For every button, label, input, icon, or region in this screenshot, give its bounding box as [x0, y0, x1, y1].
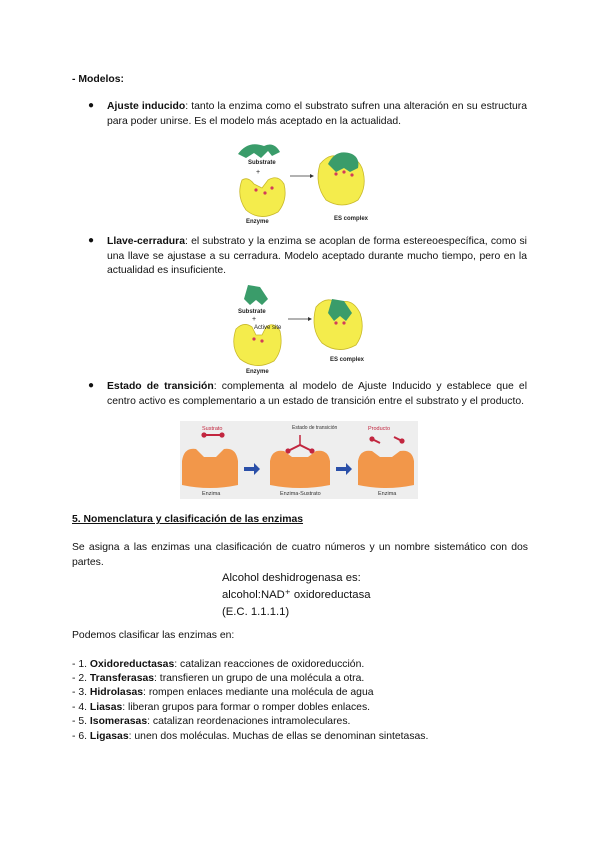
list-item	[72, 715, 350, 730]
plus-sign: +	[256, 169, 261, 176]
complex-label: Enzima-Sustrato	[280, 491, 321, 497]
substrate-shape	[244, 285, 268, 305]
substrate-label: Sustrato	[202, 426, 223, 432]
induced-fit-figure	[228, 138, 388, 228]
list-prefix: - 3.	[72, 687, 90, 698]
model-text: : tanto la enzima como el substrato sufren una alteración en su estructura para poder unirse. Es el modelo más aceptado en la actualidad.	[107, 101, 527, 127]
list-item	[72, 701, 370, 716]
example-line-2: alcohol:NAD⁺ oxidoreductasa	[222, 589, 371, 601]
list-item	[72, 730, 428, 745]
classify-intro: Podemos clasificar las enzimas en:	[72, 630, 235, 641]
transition-state-figure	[180, 421, 418, 499]
model-item-induced-fit	[107, 100, 527, 129]
model-item-transition-state	[107, 380, 527, 409]
plus-sign: +	[252, 316, 257, 323]
model-title: Estado de transición	[107, 381, 214, 392]
substrate-shape	[238, 144, 280, 158]
bullet: ●	[88, 380, 95, 391]
class-name: Isomerasas	[89, 716, 148, 727]
list-prefix: - 2.	[72, 673, 90, 684]
list-item	[72, 672, 364, 687]
enzyme-label-1: Enzima	[202, 491, 221, 497]
class-name: Liasas	[89, 702, 123, 713]
enzyme-label-2: Enzima	[378, 491, 397, 497]
example-line-1: Alcohol deshidrogenasa es:	[222, 572, 361, 584]
class-desc: : liberan grupos para formar o romper dobles enlaces.	[122, 702, 371, 713]
class-name: Hidrolasas	[89, 687, 144, 698]
lock-key-figure	[226, 283, 386, 375]
model-text: : el substrato y la enzima se acoplan de forma estereoespecífica, como si una llave se ajustase a su cerradura. Modelo aceptado durante mucho tiempo, pero en la actualidad es insuficiente.	[107, 236, 527, 276]
substrate-label: Substrate	[238, 309, 266, 315]
model-title: Ajuste inducido	[107, 101, 186, 112]
enzyme-label: Enzyme	[246, 369, 269, 375]
class-name: Oxidoreductasas	[89, 659, 175, 670]
complex-label: ES complex	[334, 216, 369, 222]
class-name: Ligasas	[89, 731, 129, 742]
complex-label: ES complex	[330, 357, 365, 363]
example-line-3: (E.C. 1.1.1.1)	[222, 606, 290, 618]
list-prefix: - 5.	[72, 716, 90, 727]
models-heading: - Modelos:	[72, 74, 124, 85]
list-item	[72, 658, 364, 673]
class-name: Transferasas	[89, 673, 155, 684]
product-label: Producto	[368, 426, 391, 432]
transition-label: Estado de transición	[292, 425, 338, 431]
section-title: 5. Nomenclatura y clasificación de las enzimas	[72, 514, 304, 525]
list-prefix: - 6.	[72, 731, 90, 742]
model-item-lock-key	[107, 235, 527, 279]
active-site-label: Active site	[254, 325, 282, 331]
list-prefix: - 4.	[72, 702, 90, 713]
example-block	[222, 570, 371, 621]
class-desc: : transfieren un grupo de una molécula a otra.	[154, 673, 365, 684]
class-desc: : unen dos moléculas. Muchas de ellas se denominan sintetasas.	[128, 731, 429, 742]
class-desc: : catalizan reacciones de oxidoreducción.	[174, 659, 365, 670]
bullet: ●	[88, 235, 95, 246]
substrate-label: Substrate	[248, 160, 276, 166]
intro-paragraph: Se asigna a las enzimas una clasificación de cuatro números y un nombre sistemático con dos partes.	[72, 542, 528, 568]
bullet: ●	[88, 100, 95, 111]
enzyme-shape	[240, 178, 285, 217]
list-prefix: - 1.	[72, 659, 90, 670]
model-text: : complementa al modelo de Ajuste Inducido y establece que el centro activo es complementario a un estado de transición entre el substrato y el producto.	[107, 381, 527, 407]
class-desc: : rompen enlaces mediante una molécula de agua	[143, 687, 374, 698]
model-title: Llave-cerradura	[107, 236, 185, 247]
class-desc: : catalizan reordenaciones intramoleculares.	[147, 716, 351, 727]
enzyme-label: Enzyme	[246, 219, 269, 225]
list-item	[72, 686, 374, 701]
